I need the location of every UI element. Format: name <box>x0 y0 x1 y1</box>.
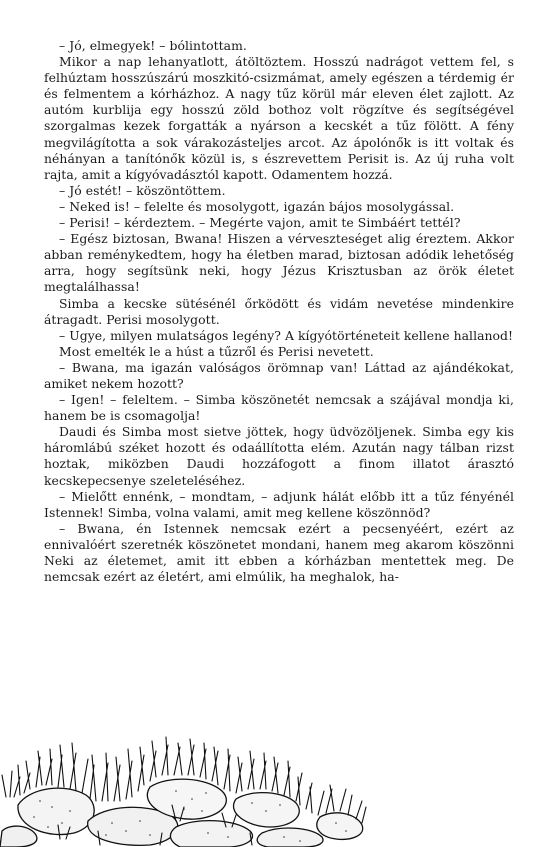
paragraph: Daudi és Simba most sietve jöttek, hogy üdvözöljenek. Simba egy kis háromlábú széket hozott és odaállította elém. Azután nagy tálban rizst hoztak, miközben Daudi hozzáfogott a finom illatot árasztó kecskepecsenye szeleteléséhez. <box>44 424 514 488</box>
paragraph: – Mielőtt ennénk, – mondtam, – adjunk hálát előbb itt a tűz fényénél Istennek! Simba, volna valami, amit meg kellene köszönnöd? <box>44 488 514 520</box>
paragraph: – Perisi! – kérdeztem. – Megérte vajon, amit te Simbáért tettél? <box>59 215 461 231</box>
rocks-and-grass-illustration <box>0 735 556 847</box>
paragraph: Simba a kecske sütésénél őrködött és vidám nevetése mindenkire átragadt. Perisi mosolygott. <box>44 295 514 327</box>
paragraph: Mikor a nap lehanyatlott, átöltöztem. Hosszú nadrágot vettem fel, s felhúztam hosszúszárú moszkitó-csizmámat, amely egészen a térdemig ér és felmentem a kórházhoz. A nagy tűz körül már eleven élet zajlott. Az autóm kurblija egy hosszú zöld bothoz volt rögzítve és segítségével szorgalmas kezek forgatták a nyárson a kecskét a tűz fölött. A fény megvilágította a sok várakozásteljes arcot. Az ápolónők is itt voltak és néhányan a tanítónők közül is, s észrevettem Perisit is. Az új ruha volt rajta, amit a kígyóvadásztól kapott. Odamentem hozzá. <box>44 54 514 182</box>
paragraph: – Ugye, milyen mulatságos legény? A kígyótörténeteit kellene hallanod! <box>59 327 514 343</box>
paragraph: – Bwana, én Istennek nemcsak ezért a pecsenyéért, ezért az ennivalóért szeretnék köszönetet mondani, hanem meg akarom köszönni Neki az életemet, amit itt ebben a kórházban mentettek meg. De nemcsak ezért az életért, ami elmúlik, ha meghalok, ha- <box>44 520 514 585</box>
paragraph: – Neked is! – felelte és mosolygott, igazán bájos mosolygással. <box>59 198 455 214</box>
paragraph: Most emelték le a húst a tűzről és Perisi nevetett. <box>59 343 374 359</box>
paragraph: – Egész biztosan, Bwana! Hiszen a vérveszteséget alig éreztem. Akkor abban reménykedtem, hogy ha életben marad, biztosan adódik lehetőség arra, hogy segítsünk neki, hogy Jézus Krisztusban az örök életet megtalálhassa! <box>44 231 514 295</box>
paragraph: – Bwana, ma igazán valóságos örömnap van! Láttad az ajándékokat, amiket nekem hozott? <box>44 359 514 391</box>
paragraph: – Igen! – feleltem. – Simba köszönetét nemcsak a szájával mondja ki, hanem be is csomagolja! <box>44 392 514 424</box>
paragraph: – Jó, elmegyek! – bólintottam. <box>59 38 247 53</box>
paragraph: – Jó estét! – köszöntöttem. <box>59 182 226 198</box>
page-text <box>44 38 514 585</box>
